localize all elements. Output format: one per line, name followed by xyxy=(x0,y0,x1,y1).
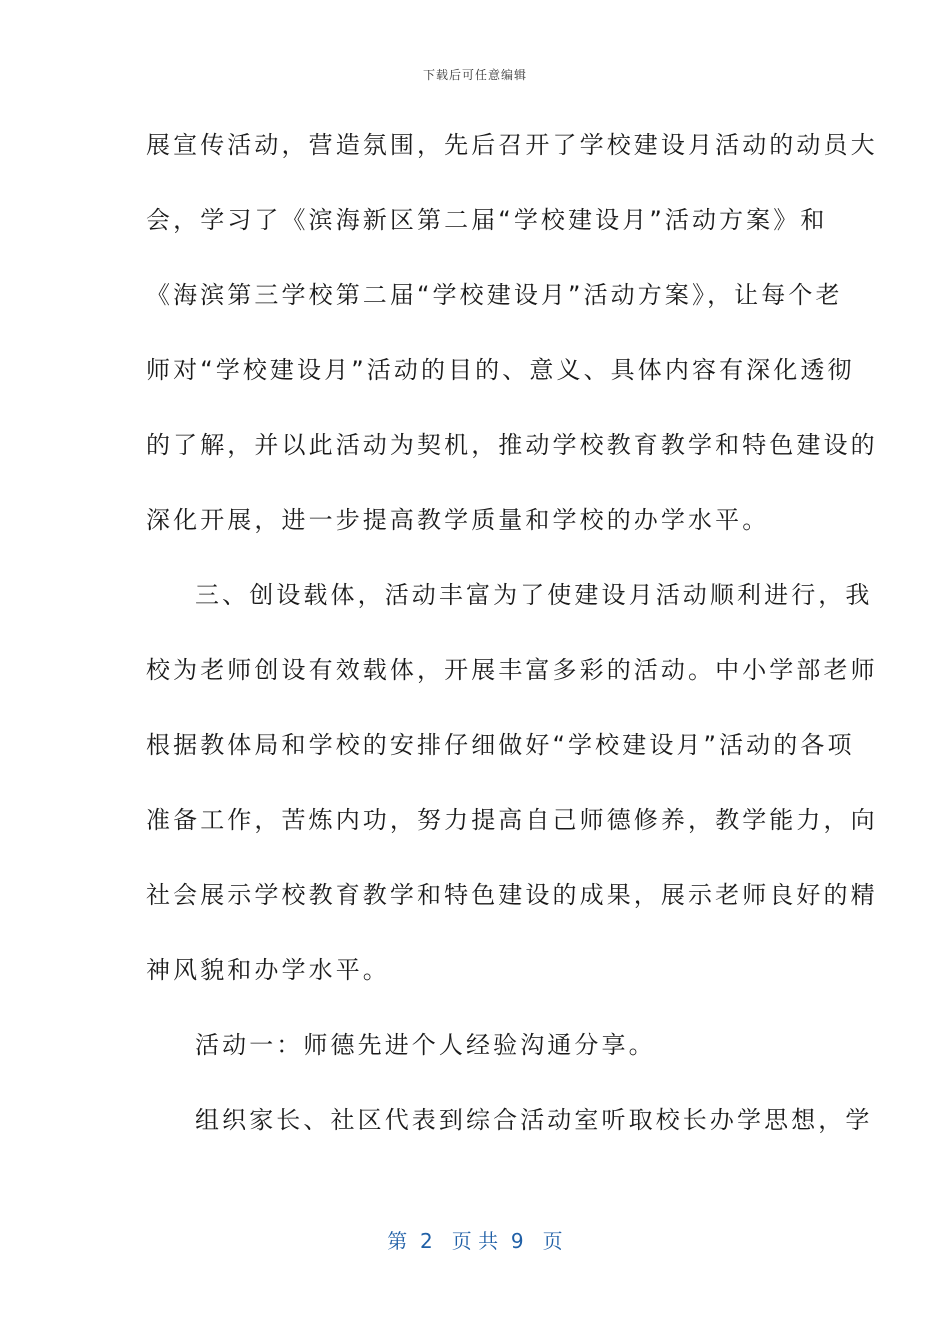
text-line: 神风貌和办学水平。 xyxy=(146,956,390,984)
text-line: 准备工作，苦炼内功，努力提高自己师德修养，教学能力，向 xyxy=(146,806,878,834)
activity-heading: 活动一：师德先进个人经验沟通分享。 xyxy=(195,1031,656,1059)
document-body xyxy=(146,118,878,1168)
text-line: 师对“学校建设月”活动的目的、意义、具体内容有深化透彻 xyxy=(146,356,855,384)
paragraph-start-line: 三、创设载体，活动丰富为了使建设月活动顺利进行，我 xyxy=(195,581,873,609)
text-line: 《海滨第三学校第二届“学校建设月”活动方案》，让每个老 xyxy=(146,281,843,309)
paragraph-start-line: 组织家长、社区代表到综合活动室听取校长办学思想，学 xyxy=(195,1106,873,1134)
page-number-footer: 第 2 页 共 9 页 xyxy=(387,1229,563,1253)
text-line: 的了解，并以此活动为契机，推动学校教育教学和特色建设的 xyxy=(146,431,878,459)
text-line: 社会展示学校教育教学和特色建设的成果，展示老师良好的精 xyxy=(146,881,878,909)
text-line: 根据教体局和学校的安排仔细做好“学校建设月”活动的各项 xyxy=(146,731,855,759)
header-note: 下载后可任意编辑 xyxy=(422,68,527,82)
text-line: 展宣传活动，营造氛围，先后召开了学校建设月活动的动员大 xyxy=(146,131,878,159)
text-line: 深化开展，进一步提高教学质量和学校的办学水平。 xyxy=(146,506,770,534)
text-line: 会，学习了《滨海新区第二届“学校建设月”活动方案》和 xyxy=(146,206,828,234)
text-line: 校为老师创设有效载体，开展丰富多彩的活动。中小学部老师 xyxy=(146,656,878,684)
